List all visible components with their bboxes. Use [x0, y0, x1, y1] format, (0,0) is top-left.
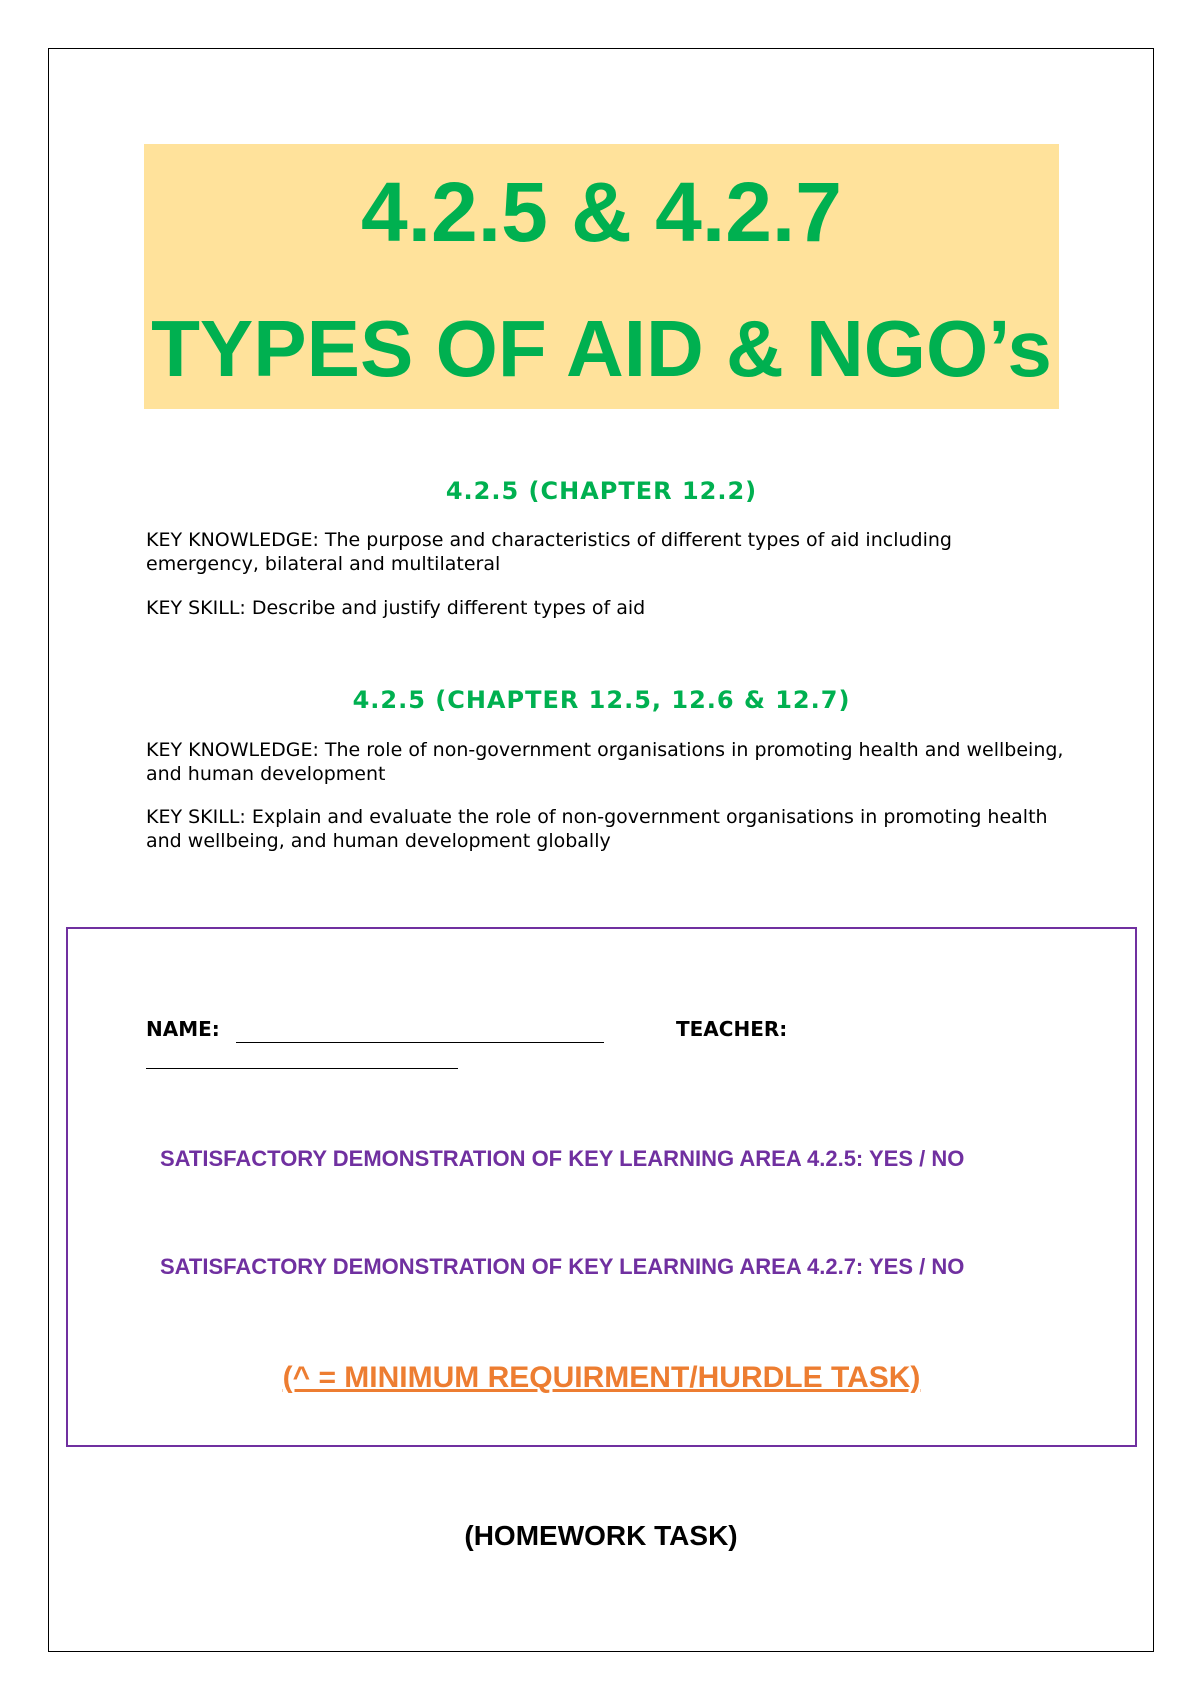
section2-key-knowledge: KEY KNOWLEDGE: The role of non-government organisations in promoting health and wellbeing, and human development	[146, 739, 1064, 785]
title-topic: TYPES OF AID & NGO’s	[151, 304, 1052, 393]
hurdle-task-note: (^ = MINIMUM REQUIRMENT/HURDLE TASK)	[282, 1361, 921, 1394]
teacher-label: TEACHER:	[676, 1017, 788, 1041]
title-banner	[144, 144, 1059, 409]
section1-key-knowledge: KEY KNOWLEDGE: The purpose and characteristics of different types of aid including emergency, bilateral and multilateral	[146, 529, 952, 575]
section1-heading: 4.2.5 (CHAPTER 12.2)	[445, 477, 758, 505]
teacher-field[interactable]	[146, 1068, 458, 1069]
name-field[interactable]	[236, 1042, 604, 1043]
section1-key-skill: KEY SKILL: Describe and justify different types of aid	[146, 597, 646, 619]
name-label: NAME:	[146, 1017, 220, 1041]
title-code: 4.2.5 & 4.2.7	[361, 165, 842, 259]
section2-key-skill: KEY SKILL: Explain and evaluate the role of non-government organisations in promoting health and wellbeing, and human development globally	[146, 806, 1048, 852]
homework-task-label: (HOMEWORK TASK)	[464, 1520, 738, 1551]
satisfactory-4-2-7: SATISFACTORY DEMONSTRATION OF KEY LEARNING AREA 4.2.7: YES / NO	[160, 1254, 965, 1279]
satisfactory-4-2-5: SATISFACTORY DEMONSTRATION OF KEY LEARNING AREA 4.2.5: YES / NO	[160, 1146, 965, 1171]
section2-heading: 4.2.5 (CHAPTER 12.5, 12.6 & 12.7)	[352, 686, 851, 714]
